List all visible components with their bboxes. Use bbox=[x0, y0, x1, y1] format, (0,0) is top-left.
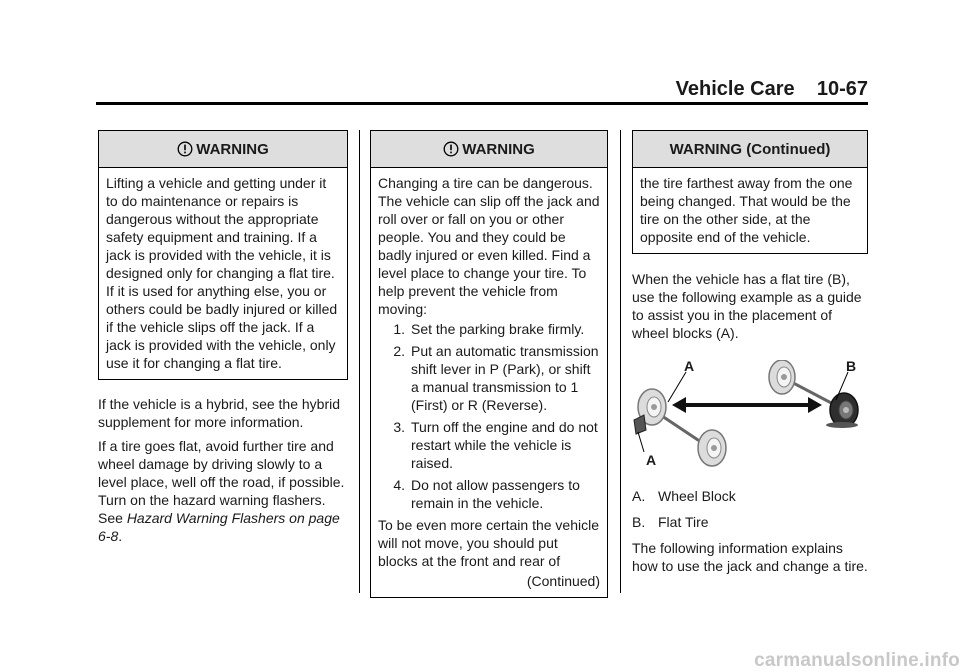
column-3 bbox=[632, 130, 868, 575]
figure-label-b: B bbox=[846, 358, 857, 374]
warning-icon bbox=[443, 141, 459, 157]
warning-title: WARNING bbox=[462, 140, 535, 158]
legend-item bbox=[632, 487, 868, 505]
list-item-text: Turn off the engine and do not restart while the vehicle is raised. bbox=[411, 419, 598, 471]
legend-item bbox=[632, 513, 868, 531]
leader-line-a2 bbox=[638, 432, 644, 452]
front-tire bbox=[698, 430, 726, 466]
warning-text: Lifting a vehicle and getting under it to do maintenance or repairs is dangerous without the appropriate safety equipment and training. If a jack is provided with the vehicle, it is designed only for changing a flat tire. If it is used for anything else, you or others could be badly injured or killed if the vehicle slips off the jack. If a jack is provided with the vehicle, only use it for changing a flat tire. bbox=[106, 175, 338, 371]
flat-tire bbox=[826, 393, 858, 428]
leader-line-a bbox=[668, 372, 686, 402]
legend-text: Flat Tire bbox=[658, 514, 709, 530]
warning-header bbox=[371, 131, 607, 168]
list-item-text: Do not allow passengers to remain in the vehicle. bbox=[411, 477, 580, 511]
legend-key: A. bbox=[632, 488, 646, 504]
list-item bbox=[378, 320, 600, 338]
page-title: Vehicle Care 10-67 bbox=[675, 78, 868, 100]
legend-key: B. bbox=[632, 514, 646, 530]
warning-title: WARNING bbox=[196, 140, 269, 158]
warning-body bbox=[633, 168, 867, 253]
warning-header bbox=[99, 131, 347, 168]
column-1 bbox=[98, 130, 348, 545]
list-item-text: Set the parking brake firmly. bbox=[411, 321, 585, 337]
list-item bbox=[378, 342, 600, 414]
column-divider bbox=[359, 130, 360, 593]
hybrid-paragraph: If the vehicle is a hybrid, see the hybrid supplement for more information. bbox=[98, 396, 341, 430]
double-arrow-icon bbox=[672, 397, 822, 413]
list-item-number: 3. bbox=[393, 419, 405, 435]
column-divider bbox=[620, 130, 621, 593]
hazard-flashers-link[interactable]: Hazard Warning Flashers on page 6-8 bbox=[98, 510, 340, 544]
list-item-text: Put an automatic transmission shift lever in P (Park), or shift a manual transmission to 1 (First) or R (Reverse). bbox=[411, 343, 599, 413]
wheel-block-figure bbox=[632, 360, 868, 475]
warning-title: WARNING (Continued) bbox=[669, 140, 831, 158]
warning-header bbox=[633, 131, 867, 168]
header-rule bbox=[96, 102, 868, 105]
safety-steps-list bbox=[378, 320, 600, 512]
warning-body bbox=[371, 168, 607, 597]
figure-label-a: A bbox=[684, 358, 695, 374]
flat-tire-text-end: . bbox=[118, 528, 123, 544]
warning-text: the tire farthest away from the one being changed. That would be the tire on the other side, at the opposite end of the vehicle. bbox=[640, 175, 853, 245]
warning-box-lifting bbox=[98, 130, 348, 380]
flat-tire-paragraph bbox=[98, 437, 348, 545]
warning-intro: Changing a tire can be dangerous. The vehicle can slip off the jack and roll over or fall on you or other people. You and they could be badly injured or even killed. Find a level place to change your tire. To help prevent the vehicle from moving: bbox=[378, 175, 600, 317]
page-header bbox=[96, 78, 868, 104]
list-item-number: 1. bbox=[393, 321, 405, 337]
column-2 bbox=[370, 130, 608, 598]
warning-outro: To be even more certain the vehicle will not move, you should put blocks at the front and rear of bbox=[378, 517, 600, 569]
list-item-number: 2. bbox=[393, 343, 405, 359]
warning-box-changing bbox=[370, 130, 608, 598]
rear-tire bbox=[769, 360, 795, 394]
warning-box-continued bbox=[632, 130, 868, 254]
list-item-number: 4. bbox=[393, 477, 405, 493]
flat-tire-text: If a tire goes flat, avoid further tire and wheel damage by driving slowly to a level place, well off the road, if possible. Turn on the hazard warning flashers. See bbox=[98, 438, 345, 526]
jack-info-paragraph: The following information explains how to use the jack and change a tire. bbox=[632, 540, 868, 574]
figure-label-a-bottom: A bbox=[646, 452, 657, 468]
warning-body bbox=[99, 168, 347, 379]
wheel-block-paragraph: When the vehicle has a flat tire (B), use the following example as a guide to assist you in the placement of wheel blocks (A). bbox=[632, 271, 862, 341]
watermark: carmanualsonline.info bbox=[754, 650, 960, 671]
list-item bbox=[378, 476, 600, 512]
warning-icon bbox=[177, 141, 193, 157]
wheel-block-diagram bbox=[632, 360, 868, 475]
legend-text: Wheel Block bbox=[658, 488, 736, 504]
wheel-block bbox=[634, 415, 646, 434]
continued-label: (Continued) bbox=[526, 573, 600, 589]
list-item bbox=[378, 418, 600, 472]
